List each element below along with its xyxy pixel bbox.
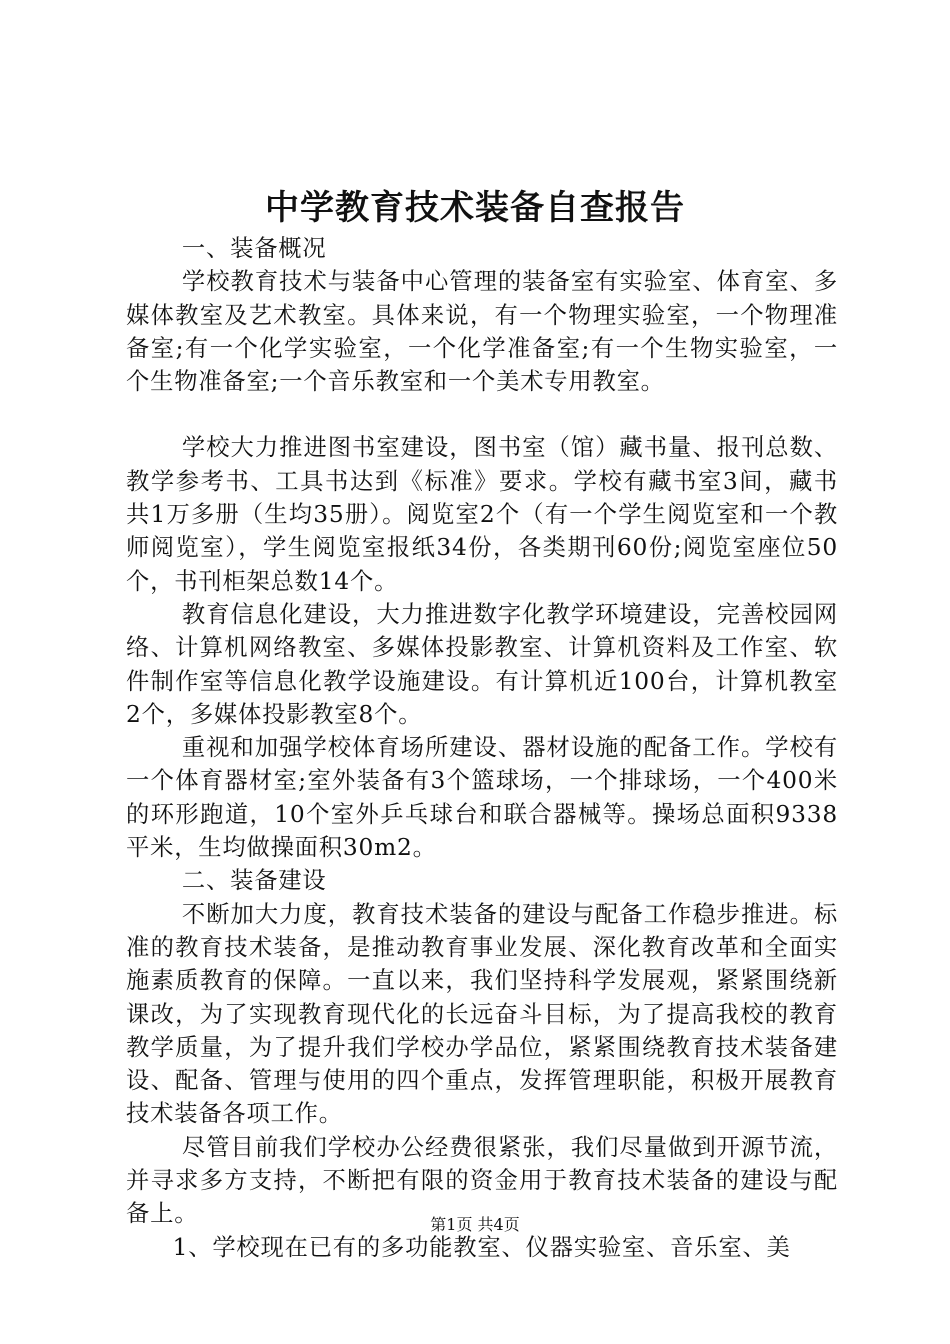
paragraph: 教育信息化建设，大力推进数字化教学环境建设，完善校园网络、计算机网络教室、多媒体投影教室、计算机资料及工作室、软件制作室等信息化教学设施建设。有计算机近100台，计算机教室2个，多媒体投影教室8个。: [126, 600, 838, 728]
section-heading: 一、装备概况: [181, 235, 327, 262]
document-body: [126, 232, 838, 1264]
paragraph: 尽管目前我们学校办公经费很紧张，我们尽量做到开源节流，并寻求多方支持，不断把有限的资金用于教育技术装备的建设与配备上。: [126, 1133, 838, 1228]
paragraph: 重视和加强学校体育场所建设、器材设施的配备工作。学校有一个体育器材室;室外装备有3个篮球场，一个排球场，一个400米的环形跑道，10个室外乒乓球台和联合器械等。操场总面积9338平米，生均做操面积30m2。: [126, 734, 838, 862]
page-number: 第1页 共4页: [430, 1215, 520, 1234]
document-title: 中学教育技术装备自查报告: [265, 188, 685, 228]
section-heading: 二、装备建设: [181, 867, 327, 895]
paragraph: 不断加大力度，教育技术装备的建设与配备工作稳步推进。标准的教育技术装备，是推动教育事业发展、深化教育改革和全面实施素质教育的保障。一直以来，我们坚持科学发展观，紧紧围绕新课改，为了实现教育现代化的长远奋斗目标，为了提高我校的教育教学质量，为了提升我们学校办学品位，紧紧围绕教育技术装备建设、配备、管理与使用的四个重点，发挥管理职能，积极开展教育技术装备各项工作。: [126, 900, 838, 1128]
paragraph: 学校大力推进图书室建设，图书室（馆）藏书量、报刊总数、教学参考书、工具书达到《标准》要求。学校有藏书室3间，藏书共1万多册（生均35册）。阅览室2个（有一个学生阅览室和一个教师阅览室），学生阅览室报纸34份，各类期刊60份;阅览室座位50个，书刊柜架总数14个。: [126, 434, 838, 595]
paragraph: 学校教育技术与装备中心管理的装备室有实验室、体育室、多媒体教室及艺术教室。具体来说，有一个物理实验室，一个物理准备室;有一个化学实验室，一个化学准备室;有一个生物实验室，一个生物准备室;一个音乐教室和一个美术专用教室。: [126, 268, 838, 396]
list-item: 1、学校现在已有的多功能教室、仪器实验室、音乐室、美: [172, 1233, 791, 1261]
